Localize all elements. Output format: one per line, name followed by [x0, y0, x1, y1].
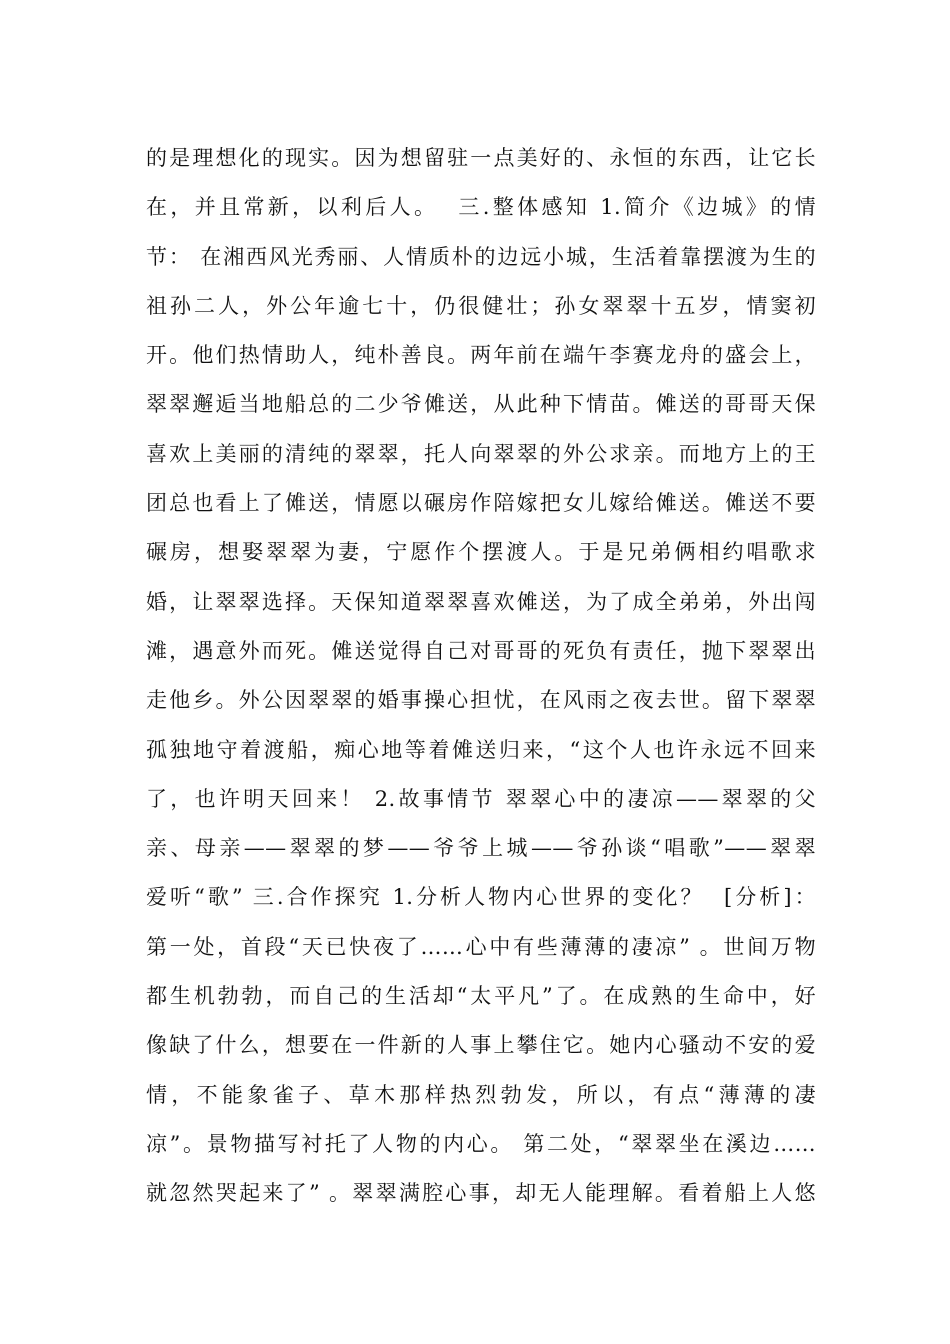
text-line: 翠翠邂逅当地船总的二少爷傩送，从此种下情苗。傩送的哥哥天保	[146, 392, 816, 417]
text-line: 滩，遇意外而死。傩送觉得自己对哥哥的死负有责任，抛下翠翠出	[146, 638, 816, 663]
text-line: 走他乡。外公因翠翠的婚事操心担忧，在风雨之夜去世。留下翠翠	[146, 688, 816, 713]
text-line: 开。他们热情助人，纯朴善良。两年前在端午李赛龙舟的盛会上，	[146, 343, 816, 368]
text-line: 情，不能象雀子、草木那样热烈勃发，所以，有点“薄薄的凄	[146, 1082, 816, 1107]
text-line: 了，也许明天回来！ 2.故事情节 翠翠心中的凄凉——翠翠的父	[146, 786, 816, 811]
text-line: 团总也看上了傩送，情愿以碾房作陪嫁把女儿嫁给傩送。傩送不要	[146, 491, 816, 516]
body-text	[146, 134, 816, 1219]
text-line: 婚，让翠翠选择。天保知道翠翠喜欢傩送，为了成全弟弟，外出闯	[146, 589, 816, 614]
text-line: 节： 在湘西风光秀丽、人情质朴的边远小城，生活着靠摆渡为生的	[146, 244, 816, 269]
text-line: 爱听“歌” 三.合作探究 1.分析人物内心世界的变化？ [分析]：	[146, 885, 816, 910]
text-line: 喜欢上美丽的清纯的翠翠，托人向翠翠的外公求亲。而地方上的王	[146, 441, 816, 466]
text-line: 碾房，想娶翠翠为妻，宁愿作个摆渡人。于是兄弟俩相约唱歌求	[146, 540, 816, 565]
text-line: 凉”。景物描写衬托了人物的内心。 第二处，“翠翠坐在溪边……	[146, 1131, 816, 1156]
text-line: 孤独地守着渡船，痴心地等着傩送归来，“这个人也许永远不回来	[146, 737, 816, 762]
text-line: 就忽然哭起来了” 。翠翠满腔心事，却无人能理解。看着船上人悠	[146, 1181, 816, 1206]
text-line: 的是理想化的现实。因为想留驻一点美好的、永恒的东西，让它长	[146, 146, 816, 170]
text-line: 像缺了什么，想要在一件新的人事上攀住它。她内心骚动不安的爱	[146, 1033, 816, 1058]
text-line: 亲、母亲——翠翠的梦——爷爷上城——爷孙谈“唱歌”——翠翠	[146, 836, 816, 861]
text-line: 第一处，首段“天已快夜了……心中有些薄薄的凄凉” 。世间万物	[146, 934, 816, 959]
text-line: 在，并且常新，以利后人。 三.整体感知 1.简介《边城》的情	[146, 195, 816, 220]
text-line: 都生机勃勃，而自己的生活却“太平凡”了。在成熟的生命中，好	[146, 984, 816, 1009]
text-line: 祖孙二人，外公年逾七十，仍很健壮；孙女翠翠十五岁，情窦初	[146, 293, 816, 318]
